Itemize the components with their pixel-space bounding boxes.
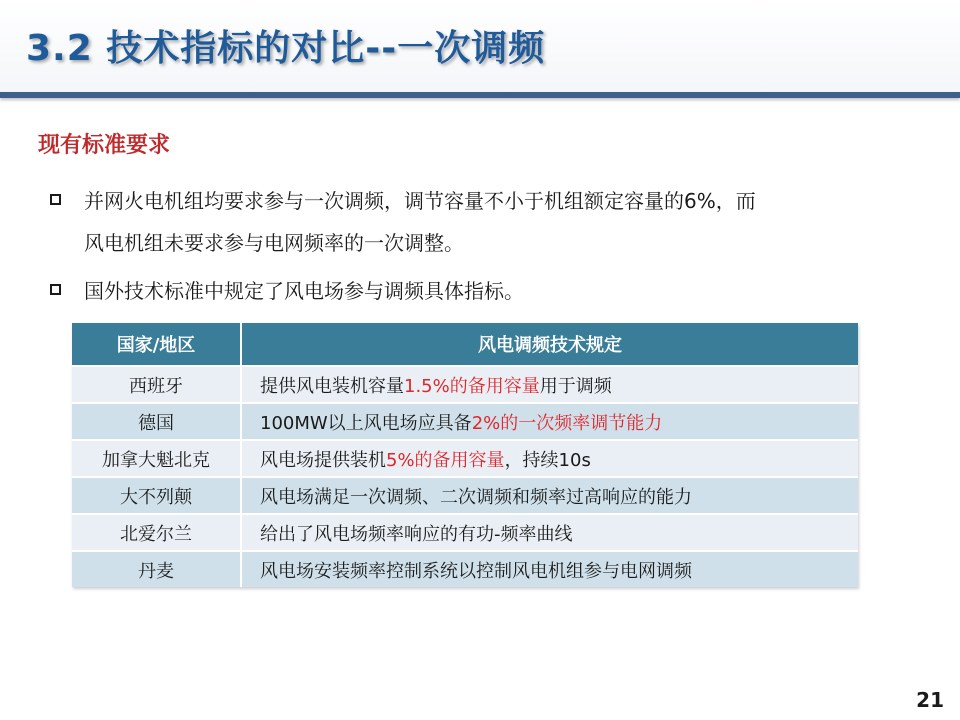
rule-text: 风电场满足一次调频、二次调频和频率过高响应的能力 (260, 486, 692, 508)
bullet-line: 风电机组未要求参与电网频率的一次调整。 (84, 231, 464, 255)
region-cell: 丹麦 (72, 551, 241, 587)
table-row (72, 477, 858, 514)
table-row (72, 366, 858, 403)
table-row (72, 551, 858, 587)
rule-highlight: 5%的备用容量 (386, 449, 505, 471)
square-bullet-icon (50, 284, 61, 295)
table-header-row (72, 323, 858, 366)
region-cell: 西班牙 (72, 366, 241, 403)
bullet-line: 并网火电机组均要求参与一次调频，调节容量不小于机组额定容量的6%，而 (84, 189, 756, 213)
rule-highlight: 2%的一次频率调节能力 (471, 412, 663, 434)
region-cell: 加拿大魁北克 (72, 440, 241, 477)
bullet-text (84, 270, 904, 312)
table-row (72, 403, 858, 440)
rule-cell (241, 366, 858, 403)
table-row (72, 440, 858, 477)
rule-cell (241, 514, 858, 551)
rule-text: 提供风电装机容量 (260, 375, 404, 397)
rule-text: 风电场安装频率控制系统以控制风电机组参与电网调频 (260, 560, 692, 582)
rule-text: 用于调频 (539, 375, 612, 397)
rule-cell (241, 551, 858, 587)
square-bullet-icon (50, 194, 61, 205)
section-heading: 现有标准要求 (38, 133, 171, 158)
rule-text: 风电场提供装机 (260, 449, 386, 471)
title-bar (0, 0, 960, 98)
rule-text: 给出了风电场频率响应的有功-频率曲线 (260, 523, 573, 545)
rule-highlight: 1.5%的备用容量 (404, 375, 540, 397)
column-header-region: 国家/地区 (72, 323, 241, 366)
region-cell: 德国 (72, 403, 241, 440)
region-cell: 北爱尔兰 (72, 514, 241, 551)
table-row (72, 514, 858, 551)
rule-text: ，持续10s (504, 449, 591, 471)
rule-cell (241, 440, 858, 477)
slide-title: 3.2 技术指标的对比--一次调频 (26, 28, 546, 69)
rule-cell (241, 403, 858, 440)
region-cell: 大不列颠 (72, 477, 241, 514)
bullet-line: 国外技术标准中规定了风电场参与调频具体指标。 (84, 279, 524, 303)
rule-cell (241, 477, 858, 514)
column-header-rule: 风电调频技术规定 (241, 323, 858, 366)
title-divider (0, 92, 960, 98)
frequency-regulation-table (72, 323, 858, 587)
bullet-text (84, 180, 904, 264)
page-number: 21 (916, 688, 944, 712)
rule-text: 100MW以上风电场应具备 (260, 412, 472, 434)
